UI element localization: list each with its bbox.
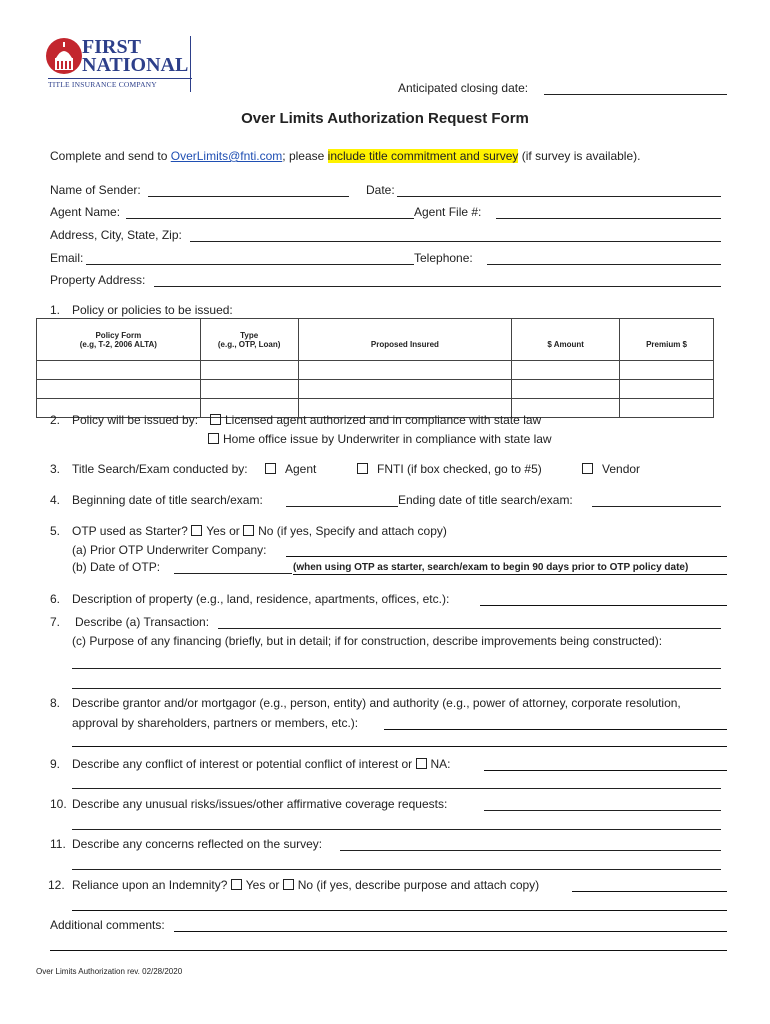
- logo-first: FIRST: [82, 36, 141, 58]
- q4-text: Beginning date of title search/exam:: [72, 493, 263, 507]
- property-address-label: Property Address:: [50, 273, 146, 287]
- q9-field-2[interactable]: [72, 788, 721, 789]
- col-premium: Premium $: [620, 319, 714, 361]
- checkbox[interactable]: [416, 758, 427, 769]
- email-field[interactable]: [86, 264, 414, 265]
- checkbox[interactable]: [231, 879, 242, 890]
- q12-field-2[interactable]: [72, 910, 727, 911]
- q2-option-licensed[interactable]: Licensed agent authorized and in compliance with state law: [210, 413, 541, 427]
- telephone-label: Telephone:: [414, 251, 473, 265]
- form-title: Over Limits Authorization Request Form: [241, 110, 529, 127]
- sender-field[interactable]: [148, 196, 349, 197]
- date-field[interactable]: [397, 196, 721, 197]
- q12-field-1[interactable]: [572, 891, 727, 892]
- company-logo: [44, 36, 194, 92]
- logo-national: NATIONAL: [82, 54, 189, 76]
- q5-b-note: (when using OTP as starter, search/exam to begin 90 days prior to OTP policy date): [293, 562, 689, 573]
- q9-field-1[interactable]: [484, 770, 727, 771]
- email-label: Email:: [50, 251, 84, 265]
- q9-text: Describe any conflict of interest or potential conflict of interest or NA:: [72, 757, 451, 771]
- table-row[interactable]: [37, 380, 714, 399]
- q2-text: Policy will be issued by:: [72, 413, 199, 427]
- additional-field-2[interactable]: [50, 950, 727, 951]
- checkbox[interactable]: [210, 414, 221, 425]
- checkbox[interactable]: [582, 463, 593, 474]
- q8-field-1[interactable]: [384, 729, 727, 730]
- intro-text: Complete and send to OverLimits@fnti.com; please include title commitment and survey (if survey is available).: [50, 149, 641, 163]
- q5-a-field[interactable]: [286, 556, 727, 557]
- q1-number: 1.: [50, 303, 61, 317]
- highlight-text: include title commitment and survey: [327, 149, 519, 163]
- q10-text: Describe any unusual risks/issues/other affirmative coverage requests:: [72, 797, 448, 811]
- q11-number: 11.: [50, 837, 66, 851]
- q4-text2: Ending date of title search/exam:: [398, 493, 573, 507]
- checkbox[interactable]: [208, 433, 219, 444]
- col-policy-form: Policy Form (e.g, T-2, 2006 ALTA): [37, 319, 201, 361]
- q5-b-note-underline: [293, 574, 727, 575]
- logo-tagline: TITLE INSURANCE COMPANY: [48, 80, 157, 89]
- agent-file-field[interactable]: [496, 218, 721, 219]
- q7-number: 7.: [50, 615, 61, 629]
- q7-text: Describe (a) Transaction:: [75, 615, 210, 629]
- q7-a-field[interactable]: [218, 628, 721, 629]
- q8-number: 8.: [50, 696, 61, 710]
- q10-field-2[interactable]: [72, 829, 721, 830]
- logo-border: [190, 36, 191, 92]
- q6-text: Description of property (e.g., land, residence, apartments, offices, etc.):: [72, 592, 450, 606]
- q3-option-fnti[interactable]: FNTI (if box checked, go to #5): [357, 462, 542, 476]
- q11-field-2[interactable]: [72, 869, 721, 870]
- checkbox[interactable]: [243, 525, 254, 536]
- q3-option-vendor[interactable]: Vendor: [582, 462, 640, 476]
- q9-number: 9.: [50, 757, 61, 771]
- q4-end-field[interactable]: [592, 506, 721, 507]
- q2-number: 2.: [50, 413, 61, 427]
- q2-option-home-office[interactable]: Home office issue by Underwriter in compliance with state law: [208, 432, 552, 446]
- q11-field-1[interactable]: [340, 850, 721, 851]
- table-header-row: [37, 319, 714, 361]
- col-proposed-insured: Proposed Insured: [298, 319, 512, 361]
- footer-revision: Over Limits Authorization rev. 02/28/2020: [36, 967, 183, 976]
- q7-c-field-2[interactable]: [72, 688, 721, 689]
- email-link[interactable]: OverLimits@fnti.com: [170, 149, 283, 163]
- q7-c-field-1[interactable]: [72, 668, 721, 669]
- q3-text: Title Search/Exam conducted by:: [72, 462, 248, 476]
- q10-number: 10.: [50, 797, 67, 811]
- telephone-field[interactable]: [487, 264, 721, 265]
- checkbox[interactable]: [283, 879, 294, 890]
- q8-text2: approval by shareholders, partners or members, etc.):: [72, 716, 359, 730]
- q12-number: 12.: [48, 878, 65, 892]
- address-label: Address, City, State, Zip:: [50, 228, 182, 242]
- agent-name-field[interactable]: [126, 218, 414, 219]
- col-amount: $ Amount: [512, 319, 620, 361]
- q1-text: Policy or policies to be issued:: [72, 303, 233, 317]
- policy-table: [36, 318, 714, 418]
- q7-c-text: (c) Purpose of any financing (briefly, but in detail; if for construction, describe improvements being constructed):: [72, 634, 663, 648]
- capitol-dome-icon: [44, 36, 84, 76]
- q11-text: Describe any concerns reflected on the survey:: [72, 837, 323, 851]
- checkbox[interactable]: [191, 525, 202, 536]
- table-row[interactable]: [37, 361, 714, 380]
- closing-date-field[interactable]: [544, 94, 727, 95]
- agent-file-label: Agent File #:: [414, 205, 482, 219]
- closing-date-label: Anticipated closing date:: [398, 81, 529, 95]
- q8-field-2[interactable]: [72, 746, 727, 747]
- checkbox[interactable]: [265, 463, 276, 474]
- checkbox[interactable]: [357, 463, 368, 474]
- date-label: Date:: [366, 183, 395, 197]
- sender-label: Name of Sender:: [50, 183, 141, 197]
- q4-number: 4.: [50, 493, 61, 507]
- q3-number: 3.: [50, 462, 61, 476]
- q6-field[interactable]: [480, 605, 727, 606]
- q5-a-text: (a) Prior OTP Underwriter Company:: [72, 543, 267, 557]
- q8-text: Describe grantor and/or mortgagor (e.g., person, entity) and authority (e.g., power of attorney, corporate resolution,: [72, 696, 681, 710]
- address-field[interactable]: [190, 241, 721, 242]
- q4-begin-field[interactable]: [286, 506, 398, 507]
- property-address-field[interactable]: [154, 286, 721, 287]
- q10-field-1[interactable]: [484, 810, 721, 811]
- q5-text: OTP used as Starter? Yes or No (if yes, Specify and attach copy): [72, 524, 447, 538]
- q5-number: 5.: [50, 524, 61, 538]
- q3-option-agent[interactable]: Agent: [265, 462, 316, 476]
- agent-name-label: Agent Name:: [50, 205, 121, 219]
- additional-comments-label: Additional comments:: [50, 918, 165, 932]
- q5-b-field[interactable]: [174, 573, 292, 574]
- logo-underline: [48, 78, 192, 79]
- additional-field-1[interactable]: [174, 931, 727, 932]
- q12-text: Reliance upon an Indemnity? Yes or No (if yes, describe purpose and attach copy): [72, 878, 540, 892]
- q5-b-text: (b) Date of OTP:: [72, 560, 161, 574]
- q6-number: 6.: [50, 592, 61, 606]
- col-type: Type (e.g., OTP, Loan): [200, 319, 298, 361]
